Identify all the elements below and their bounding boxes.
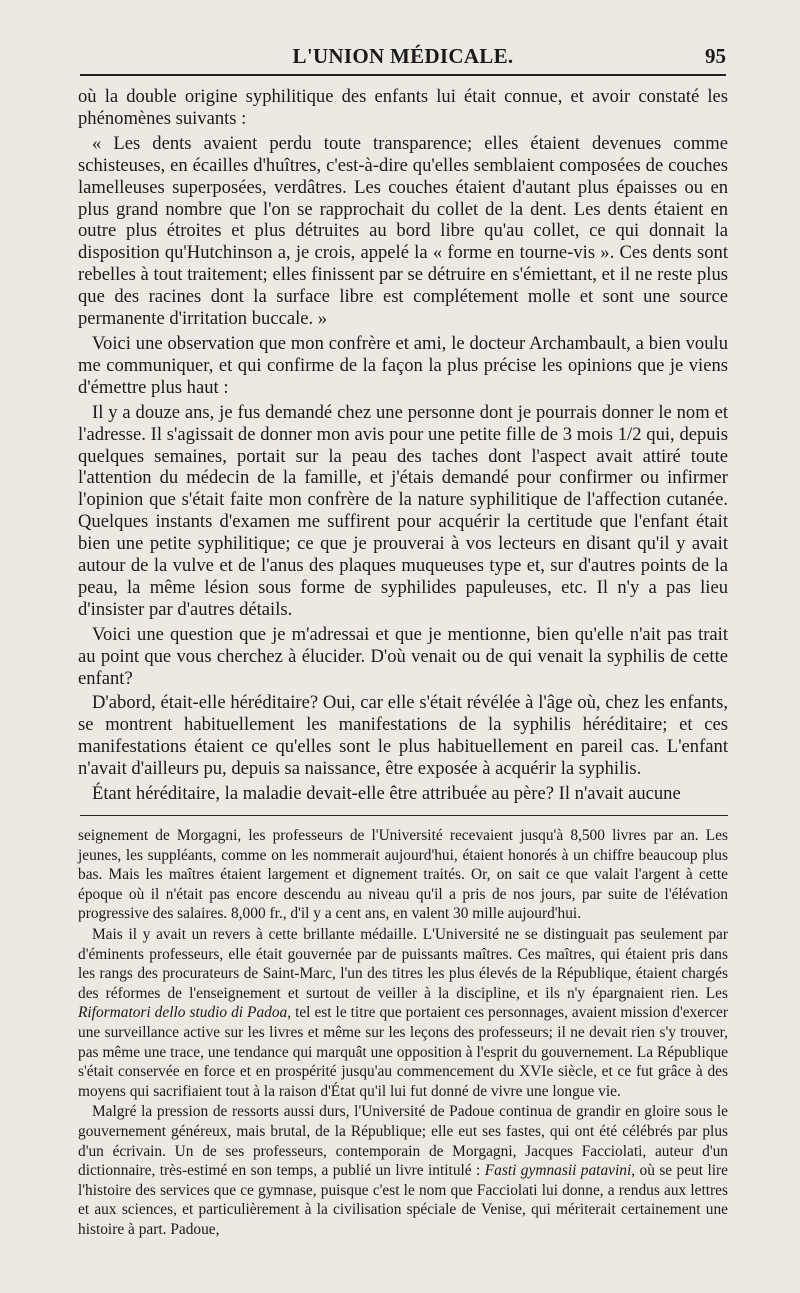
paragraph-3: Voici une observation que mon confrère et ami, le docteur Archambault, a bien voulu me communiquer, et qui confirme de la façon la plus précise les opinions que je viens d'émettre plus haut : bbox=[78, 332, 728, 398]
paragraph-2-quote: « Les dents avaient perdu toute transparence; elles étaient devenues comme schisteuses, en écailles d'huîtres, c'est-à-dire qu'elles semblaient composées de couches lamelleuses superposées, verdâtres. Les couches étaient d'autant plus épaisses ou en plus grand nombre que l'on se rapprochait du collet de la dent. Les dents étaient en outre plus étroites et plus détruites au bord libre qu'au collet, ce qui donnait la disposition qu'Hutchinson a, je crois, appelé la « forme en tourne-vis ». Ces dents sont rebelles à tout traitement; elles finissent par se détruire en s'émiettant, et il ne reste plus que des racines dont la surface libre est complétement molle et sont une source permanente d'irritation buccale. » bbox=[78, 132, 728, 330]
paragraph-5: Voici une question que je m'adressai et que je mentionne, bien qu'elle n'ait pas trait au point que vous cherchez à élucider. D'où venait ou de qui venait la syphilis de cette enfant? bbox=[78, 623, 728, 689]
footnote-paragraph-3 bbox=[78, 1102, 728, 1239]
page-number: 95 bbox=[705, 44, 726, 68]
footnote-2-italic-title: Riformatori dello studio di Padoa bbox=[78, 1004, 288, 1022]
footnote-paragraph-1: seignement de Morgagni, les professeurs de l'Université recevaient jusqu'à 8,500 livres par an. Les jeunes, les suppléants, comme on les nommerait aujourd'hui, étaient honorés à un chiffre beaucoup plus bas. Mais les maîtres étaient largement et dignement traités. Or, on sait ce que valait l'argent à cette époque où il n'était pas encore descendu au niveau qu'il a pris de nos jours, par suite de l'élévation progressive des salaires. 8,000 fr., d'il y a cent ans, en valent 30 mille aujourd'hui. bbox=[78, 827, 728, 923]
footnote-2-text-a: Mais il y avait un revers à cette brillante médaille. L'Université ne se distinguait pas seulement par d'éminents professeurs, elle était gouvernée par de puissants maîtres. Ces maîtres, qui étaient pris dans les rangs des procurateurs de Saint-Marc, l'un des titres les plus élevés de la République, étaient chargés des réformes de l'enseignement et surtout de veiller à la discipline, et ils n'y épargnaient rien. Les bbox=[78, 925, 728, 1002]
paragraph-6: D'abord, était-elle héréditaire? Oui, car elle s'était révélée à l'âge où, chez les enfants, se montrent habituellement les manifestations de la syphilis héréditaire; et ces manifestations étaient ce qu'elles sont le plus habituellement en pareil cas. L'enfant n'avait d'ailleurs pu, depuis sa naissance, être exposée à acquérir la syphilis. bbox=[78, 692, 728, 780]
paragraph-4: Il y a douze ans, je fus demandé chez une personne dont je pourrais donner le nom et l'adresse. Il s'agissait de donner mon avis pour une petite fille de 3 mois 1/2 qui, depuis quelques semaines, portait sur la peau des taches dont l'aspect avait attiré toute l'attention du médecin de la famille, et j'étais demandé pour confirmer ou infirmer l'opinion que s'était faite mon confrère de la nature syphilitique de l'affection cutanée. Quelques instants d'examen me suffirent pour acquérir la certitude que l'enfant était bien une petite syphilitique; ce que je prouverai à vos lecteurs en disant qu'il y avait autour de la vulve et de l'anus des plaques muqueuses type et, sur d'autres points de la peau, la même lésion sous forme de syphilides papuleuses, etc. Il n'y a pas lieu d'insister par d'autres détails. bbox=[78, 401, 728, 620]
footnote-2-text-b: , tel est le titre que portaient ces personnages, avaient mission d'exercer une surveillance active sur les livres et même sur les leçons des professeurs; il ne devait rien s'y trouver, pas même une trace, une tendance qui marquât une opposition à l'esprit du gouvernement. La République s'était conservée en force et en prospérité jusqu'au commencement du XVIe siècle, et ce fut grâce à des moyens qui sacrifiaient tout à la raison d'État qu'il lui fut donné de vivre une longue vie. bbox=[78, 1004, 728, 1100]
main-text bbox=[78, 86, 728, 808]
footnote-3-italic-title: Fasti gymnasii patavini bbox=[484, 1162, 632, 1180]
footnote-3-text-b: , où se peut lire l'histoire des services que ce gymnase, puisque c'est le nom que Facciolati lui donne, a rendus aux lettres et aux sciences, et particulièrement à la civilisation spéciale de Venise, qui mériterait certainement une histoire à part. Padoue, bbox=[78, 1162, 728, 1238]
running-title: L'UNION MÉDICALE. bbox=[292, 44, 514, 68]
page-header bbox=[80, 40, 726, 76]
footnote-paragraph-2 bbox=[78, 925, 728, 1101]
footnote-text bbox=[78, 826, 728, 1240]
footnote-3-text-a: Malgré la pression de ressorts aussi durs, l'Université de Padoue continua de grandir en gloire sous le gouvernement généreux, mais brutal, de la République; elle eut ses fastes, qui ont été célébrés par plus d'un écrivain. Un de ses professeurs, contemporain de Morgagni, Jacques Facciolati, auteur d'un dictionnaire, très-estimé en son temps, a publié un livre intitulé : bbox=[78, 1103, 728, 1180]
paragraph-1: où la double origine syphilitique des enfants lui était connue, et avoir constaté les phénomènes suivants : bbox=[78, 86, 728, 129]
footnote-divider bbox=[80, 815, 728, 816]
paragraph-7: Étant héréditaire, la maladie devait-elle être attribuée au père? Il n'avait aucune bbox=[92, 783, 681, 805]
